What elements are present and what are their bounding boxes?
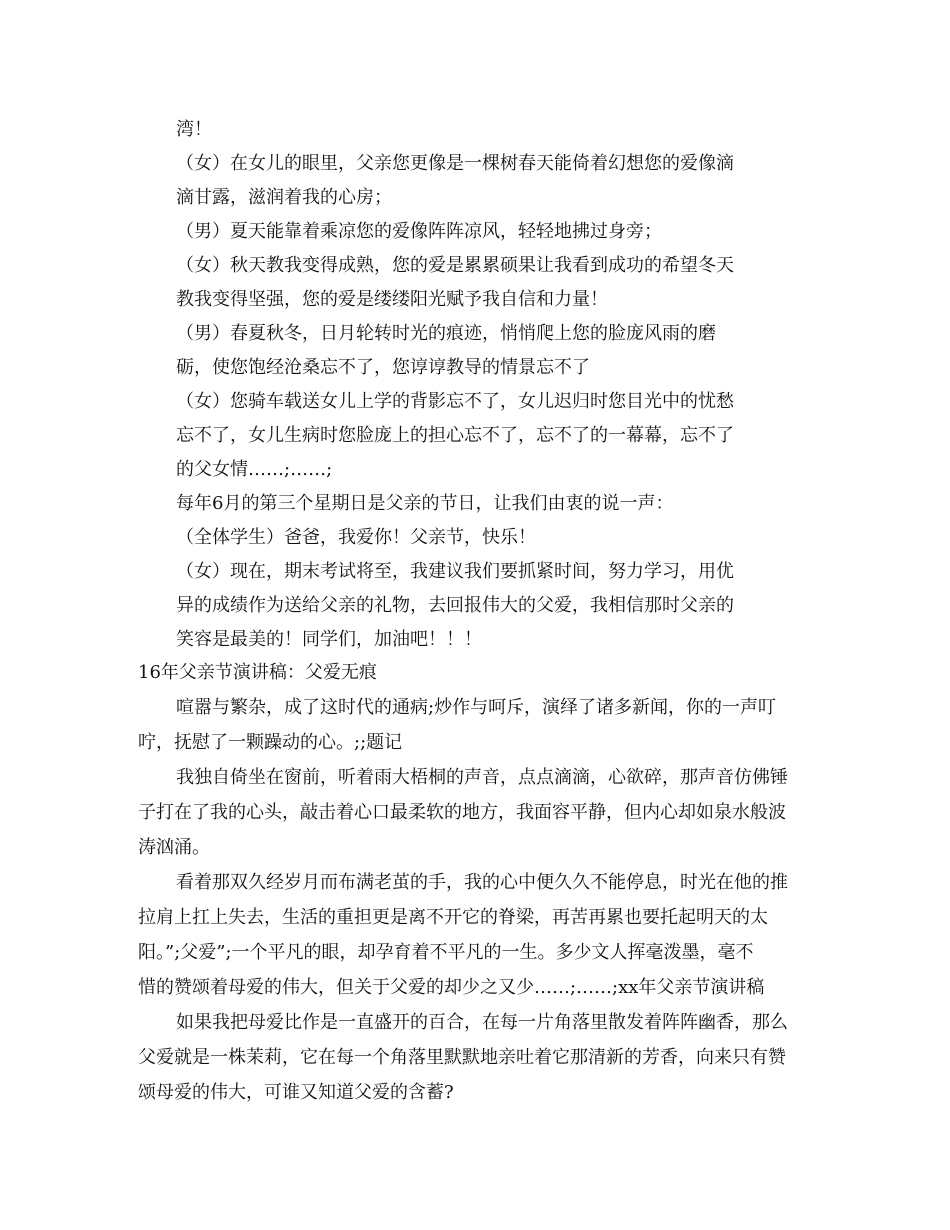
text-line: 父爱就是一株茉莉，它在每一个角落里默默地亲吐着它那清新的芳香，向来只有赞 bbox=[138, 1047, 786, 1068]
text-line: 如果我把母爱比作是一直盛开的百合，在每一片角落里散发着阵阵幽香，那么 bbox=[176, 1012, 788, 1033]
text-line: （女）在女儿的眼里，父亲您更像是一棵树春天能倚着幻想您的爱像滴 bbox=[176, 153, 734, 174]
text-line: 异的成绩作为送给父亲的礼物，去回报伟大的父爱，我相信那时父亲的 bbox=[176, 595, 734, 616]
text-line: 忘不了，女儿生病时您脸庞上的担心忘不了，忘不了的一幕幕，忘不了 bbox=[176, 425, 734, 446]
text-line: （男）春夏秋冬，日月轮转时光的痕迹，悄悄爬上您的脸庞风雨的磨 bbox=[176, 323, 716, 344]
text-line: 湾！ bbox=[176, 119, 212, 140]
section-heading: 16年父亲节演讲稿：父爱无痕 bbox=[138, 662, 377, 683]
text-line: （女）现在，期末考试将至，我建议我们要抓紧时间，努力学习，用优 bbox=[176, 561, 734, 582]
text-line: 喧嚣与繁杂，成了这时代的通病;炒作与呵斥，演绎了诸多新闻，你的一声叮 bbox=[176, 697, 777, 718]
text-line: 笑容是最美的！同学们，加油吧！！！ bbox=[176, 629, 482, 650]
text-line: 子打在了我的心头，敲击着心口最柔软的地方，我面容平静，但内心却如泉水般波 bbox=[138, 802, 786, 823]
text-line: 的父女情……;……; bbox=[176, 459, 333, 480]
text-line: 颂母爱的伟大，可谁又知道父爱的含蓄? bbox=[138, 1082, 454, 1103]
text-line: 咛，抚慰了一颗躁动的心。;;题记 bbox=[138, 732, 403, 753]
text-line: （女）您骑车载送女儿上学的背影忘不了，女儿迟归时您目光中的忧愁 bbox=[176, 391, 734, 412]
text-line: 我独自倚坐在窗前，听着雨大梧桐的声音，点点滴滴，心欲碎，那声音仿佛锤 bbox=[176, 767, 788, 788]
text-line: 阳。”;父爱”;一个平凡的眼，却孕育着不平凡的一生。多少文人挥毫泼墨，毫不 bbox=[138, 942, 754, 963]
text-line: 拉肩上扛上失去，生活的重担更是离不开它的脊梁，再苦再累也要托起明天的太 bbox=[138, 907, 768, 928]
text-line: 砺，使您饱经沧桑忘不了，您谆谆教导的情景忘不了 bbox=[176, 357, 590, 378]
text-line: 滴甘露，滋润着我的心房； bbox=[176, 187, 392, 208]
text-line: （男）夏天能靠着乘凉您的爱像阵阵凉风，轻轻地拂过身旁； bbox=[176, 221, 662, 242]
text-line: 每年6月的第三个星期日是父亲的节日，让我们由衷的说一声： bbox=[176, 493, 674, 514]
text-line: 涛汹涌。 bbox=[138, 837, 210, 858]
text-line: （女）秋天教我变得成熟，您的爱是累累硕果让我看到成功的希望冬天 bbox=[176, 255, 734, 276]
text-line: （全体学生）爸爸，我爱你！父亲节，快乐！ bbox=[176, 527, 536, 548]
text-line: 教我变得坚强，您的爱是缕缕阳光赋予我自信和力量！ bbox=[176, 289, 608, 310]
text-line: 惜的赞颂着母爱的伟大，但关于父爱的却少之又少……;……;xx年父亲节演讲稿 bbox=[138, 977, 765, 998]
text-line: 看着那双久经岁月而布满老茧的手，我的心中便久久不能停息，时光在他的推 bbox=[176, 872, 788, 893]
